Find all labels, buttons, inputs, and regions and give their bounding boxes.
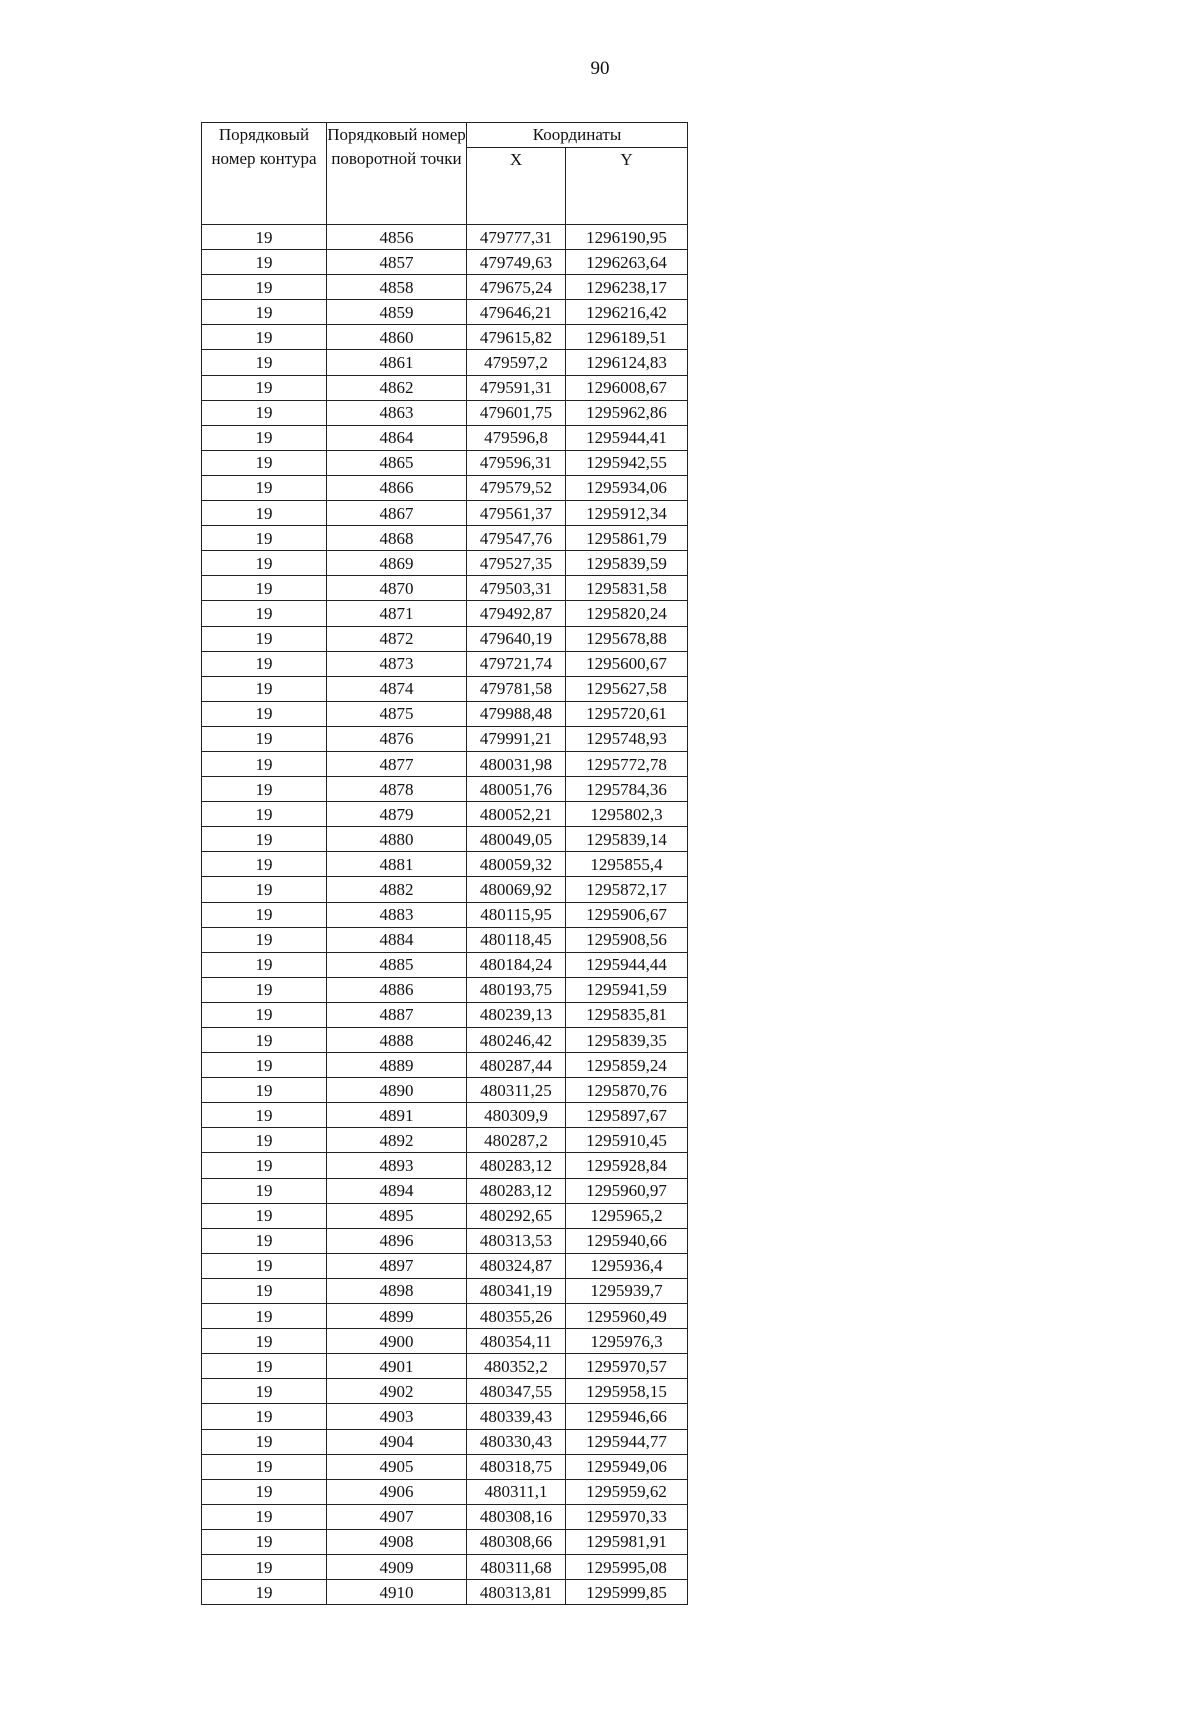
table-row <box>202 1103 688 1128</box>
cell-point-number: 4894 <box>327 1178 467 1203</box>
cell-point-number: 4881 <box>327 852 467 877</box>
table-row <box>202 1304 688 1329</box>
cell-point-number: 4877 <box>327 751 467 776</box>
cell-contour-number: 19 <box>202 1404 327 1429</box>
cell-y: 1296216,42 <box>566 300 688 325</box>
page-number: 90 <box>590 58 610 79</box>
table-row <box>202 400 688 425</box>
cell-contour-number: 19 <box>202 275 327 300</box>
cell-y: 1295944,44 <box>566 952 688 977</box>
cell-contour-number: 19 <box>202 1529 327 1554</box>
cell-y: 1295958,15 <box>566 1379 688 1404</box>
cell-y: 1295944,77 <box>566 1429 688 1454</box>
cell-x: 480287,44 <box>467 1053 566 1078</box>
cell-point-number: 4884 <box>327 927 467 952</box>
cell-y: 1296263,64 <box>566 250 688 275</box>
cell-y: 1295949,06 <box>566 1454 688 1479</box>
cell-contour-number: 19 <box>202 802 327 827</box>
cell-x: 480330,43 <box>467 1429 566 1454</box>
cell-x: 479781,58 <box>467 676 566 701</box>
cell-point-number: 4892 <box>327 1128 467 1153</box>
header-y: Y <box>566 148 688 225</box>
cell-contour-number: 19 <box>202 902 327 927</box>
cell-x: 479596,31 <box>467 450 566 475</box>
cell-x: 479991,21 <box>467 726 566 751</box>
cell-point-number: 4906 <box>327 1479 467 1504</box>
cell-point-number: 4857 <box>327 250 467 275</box>
table-row <box>202 1429 688 1454</box>
cell-point-number: 4868 <box>327 526 467 551</box>
cell-y: 1295897,67 <box>566 1103 688 1128</box>
cell-contour-number: 19 <box>202 1429 327 1454</box>
cell-point-number: 4897 <box>327 1253 467 1278</box>
cell-contour-number: 19 <box>202 977 327 1002</box>
cell-point-number: 4863 <box>327 400 467 425</box>
cell-y: 1295960,49 <box>566 1304 688 1329</box>
cell-point-number: 4909 <box>327 1554 467 1579</box>
table-row <box>202 852 688 877</box>
cell-y: 1295748,93 <box>566 726 688 751</box>
table-row <box>202 300 688 325</box>
table-row <box>202 701 688 726</box>
cell-x: 480031,98 <box>467 751 566 776</box>
cell-x: 479601,75 <box>467 400 566 425</box>
cell-x: 479646,21 <box>467 300 566 325</box>
cell-point-number: 4885 <box>327 952 467 977</box>
cell-contour-number: 19 <box>202 501 327 526</box>
cell-y: 1295839,35 <box>566 1028 688 1053</box>
cell-point-number: 4876 <box>327 726 467 751</box>
table-row <box>202 250 688 275</box>
table-row <box>202 626 688 651</box>
cell-point-number: 4898 <box>327 1278 467 1303</box>
table-row <box>202 751 688 776</box>
cell-contour-number: 19 <box>202 1554 327 1579</box>
cell-point-number: 4869 <box>327 551 467 576</box>
cell-contour-number: 19 <box>202 250 327 275</box>
table-row <box>202 952 688 977</box>
cell-x: 480308,16 <box>467 1504 566 1529</box>
cell-point-number: 4908 <box>327 1529 467 1554</box>
cell-contour-number: 19 <box>202 601 327 626</box>
cell-x: 480283,12 <box>467 1178 566 1203</box>
cell-y: 1296189,51 <box>566 325 688 350</box>
table-row <box>202 1253 688 1278</box>
cell-y: 1295861,79 <box>566 526 688 551</box>
cell-y: 1295627,58 <box>566 676 688 701</box>
cell-contour-number: 19 <box>202 1253 327 1278</box>
cell-point-number: 4856 <box>327 225 467 250</box>
cell-point-number: 4903 <box>327 1404 467 1429</box>
cell-x: 479777,31 <box>467 225 566 250</box>
table-row <box>202 1178 688 1203</box>
cell-x: 480355,26 <box>467 1304 566 1329</box>
cell-contour-number: 19 <box>202 1128 327 1153</box>
cell-point-number: 4865 <box>327 450 467 475</box>
table-row <box>202 1354 688 1379</box>
cell-contour-number: 19 <box>202 852 327 877</box>
cell-x: 479596,8 <box>467 425 566 450</box>
table-row <box>202 802 688 827</box>
cell-x: 480059,32 <box>467 852 566 877</box>
cell-x: 480239,13 <box>467 1002 566 1027</box>
cell-y: 1295962,86 <box>566 400 688 425</box>
table-row <box>202 1504 688 1529</box>
cell-point-number: 4872 <box>327 626 467 651</box>
cell-x: 479547,76 <box>467 526 566 551</box>
cell-y: 1295965,2 <box>566 1203 688 1228</box>
cell-point-number: 4878 <box>327 777 467 802</box>
table-row <box>202 225 688 250</box>
table-row <box>202 526 688 551</box>
cell-x: 480069,92 <box>467 877 566 902</box>
cell-point-number: 4910 <box>327 1580 467 1605</box>
table-row <box>202 1203 688 1228</box>
cell-y: 1295976,3 <box>566 1329 688 1354</box>
cell-point-number: 4875 <box>327 701 467 726</box>
table-row <box>202 1454 688 1479</box>
cell-y: 1296238,17 <box>566 275 688 300</box>
cell-contour-number: 19 <box>202 1028 327 1053</box>
cell-contour-number: 19 <box>202 1078 327 1103</box>
cell-contour-number: 19 <box>202 350 327 375</box>
cell-contour-number: 19 <box>202 526 327 551</box>
cell-x: 479597,2 <box>467 350 566 375</box>
cell-y: 1295720,61 <box>566 701 688 726</box>
cell-point-number: 4905 <box>327 1454 467 1479</box>
cell-y: 1295970,57 <box>566 1354 688 1379</box>
cell-y: 1296124,83 <box>566 350 688 375</box>
cell-contour-number: 19 <box>202 425 327 450</box>
cell-contour-number: 19 <box>202 1329 327 1354</box>
table-row <box>202 450 688 475</box>
table-row <box>202 601 688 626</box>
cell-contour-number: 19 <box>202 1278 327 1303</box>
cell-point-number: 4862 <box>327 375 467 400</box>
table-row <box>202 501 688 526</box>
cell-point-number: 4861 <box>327 350 467 375</box>
coordinates-table <box>201 122 688 1605</box>
cell-y: 1295940,66 <box>566 1228 688 1253</box>
cell-point-number: 4896 <box>327 1228 467 1253</box>
header-contour-number: Порядковый номер контура <box>202 123 327 225</box>
cell-point-number: 4888 <box>327 1028 467 1053</box>
cell-contour-number: 19 <box>202 1504 327 1529</box>
cell-x: 479640,19 <box>467 626 566 651</box>
cell-x: 479749,63 <box>467 250 566 275</box>
cell-x: 479503,31 <box>467 576 566 601</box>
cell-y: 1295678,88 <box>566 626 688 651</box>
header-x: X <box>467 148 566 225</box>
cell-point-number: 4860 <box>327 325 467 350</box>
cell-x: 480287,2 <box>467 1128 566 1153</box>
cell-contour-number: 19 <box>202 400 327 425</box>
cell-contour-number: 19 <box>202 551 327 576</box>
cell-contour-number: 19 <box>202 1153 327 1178</box>
cell-contour-number: 19 <box>202 225 327 250</box>
cell-y: 1296190,95 <box>566 225 688 250</box>
cell-x: 480115,95 <box>467 902 566 927</box>
cell-x: 480313,53 <box>467 1228 566 1253</box>
cell-x: 480049,05 <box>467 827 566 852</box>
cell-x: 479591,31 <box>467 375 566 400</box>
table-row <box>202 777 688 802</box>
cell-x: 480052,21 <box>467 802 566 827</box>
cell-point-number: 4886 <box>327 977 467 1002</box>
cell-y: 1295939,7 <box>566 1278 688 1303</box>
cell-x: 480339,43 <box>467 1404 566 1429</box>
cell-contour-number: 19 <box>202 450 327 475</box>
cell-y: 1295934,06 <box>566 475 688 500</box>
cell-x: 480051,76 <box>467 777 566 802</box>
cell-contour-number: 19 <box>202 1178 327 1203</box>
cell-point-number: 4867 <box>327 501 467 526</box>
cell-x: 480311,68 <box>467 1554 566 1579</box>
cell-point-number: 4891 <box>327 1103 467 1128</box>
cell-point-number: 4874 <box>327 676 467 701</box>
cell-y: 1295995,08 <box>566 1554 688 1579</box>
cell-x: 480193,75 <box>467 977 566 1002</box>
cell-y: 1295872,17 <box>566 877 688 902</box>
cell-x: 480292,65 <box>467 1203 566 1228</box>
cell-point-number: 4870 <box>327 576 467 601</box>
cell-point-number: 4889 <box>327 1053 467 1078</box>
cell-contour-number: 19 <box>202 576 327 601</box>
cell-contour-number: 19 <box>202 827 327 852</box>
cell-y: 1295831,58 <box>566 576 688 601</box>
table-row <box>202 1554 688 1579</box>
cell-point-number: 4859 <box>327 300 467 325</box>
cell-point-number: 4907 <box>327 1504 467 1529</box>
cell-point-number: 4883 <box>327 902 467 927</box>
cell-contour-number: 19 <box>202 626 327 651</box>
cell-point-number: 4866 <box>327 475 467 500</box>
cell-contour-number: 19 <box>202 1203 327 1228</box>
cell-contour-number: 19 <box>202 1354 327 1379</box>
cell-y: 1295946,66 <box>566 1404 688 1429</box>
table-row <box>202 576 688 601</box>
cell-contour-number: 19 <box>202 777 327 802</box>
cell-y: 1295908,56 <box>566 927 688 952</box>
table-row <box>202 375 688 400</box>
cell-point-number: 4899 <box>327 1304 467 1329</box>
table-row <box>202 1228 688 1253</box>
cell-y: 1295910,45 <box>566 1128 688 1153</box>
table-row <box>202 927 688 952</box>
cell-point-number: 4879 <box>327 802 467 827</box>
cell-y: 1295855,4 <box>566 852 688 877</box>
cell-contour-number: 19 <box>202 300 327 325</box>
cell-point-number: 4904 <box>327 1429 467 1454</box>
cell-contour-number: 19 <box>202 1479 327 1504</box>
cell-y: 1295970,33 <box>566 1504 688 1529</box>
cell-point-number: 4871 <box>327 601 467 626</box>
cell-x: 480311,1 <box>467 1479 566 1504</box>
table-row <box>202 1404 688 1429</box>
cell-x: 479579,52 <box>467 475 566 500</box>
table-row <box>202 651 688 676</box>
cell-y: 1295802,3 <box>566 802 688 827</box>
table-row <box>202 1379 688 1404</box>
cell-x: 479675,24 <box>467 275 566 300</box>
table-row <box>202 1002 688 1027</box>
header-point-number: Порядковый номер поворотной точки <box>327 123 467 225</box>
cell-y: 1295999,85 <box>566 1580 688 1605</box>
cell-y: 1295981,91 <box>566 1529 688 1554</box>
cell-y: 1295942,55 <box>566 450 688 475</box>
cell-contour-number: 19 <box>202 1304 327 1329</box>
cell-y: 1295870,76 <box>566 1078 688 1103</box>
table-row <box>202 1153 688 1178</box>
cell-x: 479561,37 <box>467 501 566 526</box>
table-row <box>202 827 688 852</box>
table-row <box>202 275 688 300</box>
cell-point-number: 4864 <box>327 425 467 450</box>
table-row <box>202 1028 688 1053</box>
table-row <box>202 1278 688 1303</box>
cell-contour-number: 19 <box>202 1379 327 1404</box>
cell-contour-number: 19 <box>202 701 327 726</box>
cell-x: 480347,55 <box>467 1379 566 1404</box>
cell-contour-number: 19 <box>202 375 327 400</box>
cell-y: 1295959,62 <box>566 1479 688 1504</box>
cell-x: 480324,87 <box>467 1253 566 1278</box>
cell-y: 1295839,59 <box>566 551 688 576</box>
cell-point-number: 4882 <box>327 877 467 902</box>
table-row <box>202 1529 688 1554</box>
cell-contour-number: 19 <box>202 1103 327 1128</box>
cell-y: 1295944,41 <box>566 425 688 450</box>
cell-y: 1296008,67 <box>566 375 688 400</box>
table-row <box>202 1329 688 1354</box>
cell-x: 480311,25 <box>467 1078 566 1103</box>
cell-x: 479721,74 <box>467 651 566 676</box>
cell-y: 1295912,34 <box>566 501 688 526</box>
cell-contour-number: 19 <box>202 1053 327 1078</box>
cell-contour-number: 19 <box>202 952 327 977</box>
cell-point-number: 4858 <box>327 275 467 300</box>
cell-contour-number: 19 <box>202 751 327 776</box>
cell-contour-number: 19 <box>202 1228 327 1253</box>
cell-x: 480184,24 <box>467 952 566 977</box>
cell-y: 1295839,14 <box>566 827 688 852</box>
cell-y: 1295960,97 <box>566 1178 688 1203</box>
cell-x: 479615,82 <box>467 325 566 350</box>
cell-contour-number: 19 <box>202 651 327 676</box>
cell-x: 480313,81 <box>467 1580 566 1605</box>
table-row <box>202 325 688 350</box>
cell-point-number: 4890 <box>327 1078 467 1103</box>
cell-y: 1295820,24 <box>566 601 688 626</box>
cell-x: 480318,75 <box>467 1454 566 1479</box>
cell-contour-number: 19 <box>202 676 327 701</box>
table-row <box>202 475 688 500</box>
cell-x: 480246,42 <box>467 1028 566 1053</box>
table-row <box>202 1580 688 1605</box>
cell-point-number: 4895 <box>327 1203 467 1228</box>
header-coordinates: Координаты <box>467 123 688 148</box>
cell-contour-number: 19 <box>202 325 327 350</box>
cell-x: 479492,87 <box>467 601 566 626</box>
cell-x: 479527,35 <box>467 551 566 576</box>
cell-y: 1295859,24 <box>566 1053 688 1078</box>
cell-y: 1295784,36 <box>566 777 688 802</box>
table-row <box>202 676 688 701</box>
cell-x: 480354,11 <box>467 1329 566 1354</box>
cell-point-number: 4893 <box>327 1153 467 1178</box>
cell-contour-number: 19 <box>202 726 327 751</box>
table-header <box>202 123 688 225</box>
cell-contour-number: 19 <box>202 1002 327 1027</box>
table-row <box>202 877 688 902</box>
table-row <box>202 1479 688 1504</box>
cell-contour-number: 19 <box>202 1580 327 1605</box>
cell-x: 480308,66 <box>467 1529 566 1554</box>
table-row <box>202 902 688 927</box>
cell-y: 1295936,4 <box>566 1253 688 1278</box>
cell-y: 1295772,78 <box>566 751 688 776</box>
table-row <box>202 726 688 751</box>
cell-y: 1295835,81 <box>566 1002 688 1027</box>
cell-y: 1295941,59 <box>566 977 688 1002</box>
table-row <box>202 350 688 375</box>
table-row <box>202 1078 688 1103</box>
cell-x: 480283,12 <box>467 1153 566 1178</box>
cell-x: 480309,9 <box>467 1103 566 1128</box>
cell-y: 1295600,67 <box>566 651 688 676</box>
cell-contour-number: 19 <box>202 877 327 902</box>
table-row <box>202 977 688 1002</box>
table-body <box>202 225 688 1605</box>
cell-contour-number: 19 <box>202 475 327 500</box>
cell-contour-number: 19 <box>202 927 327 952</box>
cell-point-number: 4887 <box>327 1002 467 1027</box>
table-row <box>202 551 688 576</box>
table-row <box>202 1128 688 1153</box>
cell-y: 1295906,67 <box>566 902 688 927</box>
cell-x: 480352,2 <box>467 1354 566 1379</box>
cell-point-number: 4901 <box>327 1354 467 1379</box>
cell-x: 479988,48 <box>467 701 566 726</box>
cell-point-number: 4873 <box>327 651 467 676</box>
cell-x: 480118,45 <box>467 927 566 952</box>
cell-point-number: 4880 <box>327 827 467 852</box>
cell-contour-number: 19 <box>202 1454 327 1479</box>
cell-point-number: 4900 <box>327 1329 467 1354</box>
cell-y: 1295928,84 <box>566 1153 688 1178</box>
cell-x: 480341,19 <box>467 1278 566 1303</box>
table-row <box>202 1053 688 1078</box>
cell-point-number: 4902 <box>327 1379 467 1404</box>
table-row <box>202 425 688 450</box>
